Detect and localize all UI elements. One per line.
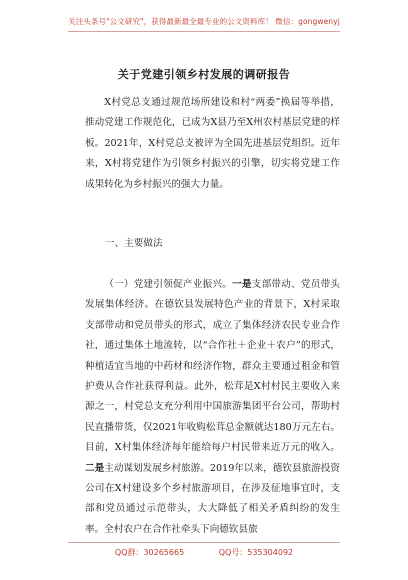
point-marker-1: 一是 [232,279,252,290]
intro-paragraph [85,93,340,195]
point-text-2: 主动谋划发展乡村旅游。2019年以来，德钦县旅游投资公司在X村建设多个乡村旅游项目，在涉及征地事宜时，支部和党员通过示范带头，大大降低了相关矛盾纠纷的发生率。全村农户在合作社牵头下向德钦县旅 [85,462,340,535]
document-title: 关于党建引领乡村发展的调研报告 [117,68,291,81]
section-heading: 一、主要做法 [105,238,163,249]
point-marker-2: 二是 [85,462,105,474]
section-text [85,275,340,540]
footer [0,547,408,558]
section-paragraph [85,275,340,540]
footer-divider [68,542,340,543]
point-text-1: 支部带动、党员带头发展集体经济。在德钦县发展特色产业的背景下，X村采取支部带动和党员带头的形式，成立了集体经济农民专业合作社，通过集体土地流转，以“合作社＋企业＋农户”的形式，种植适宜当地的中药材和经济作物，群众主要通过租金和管护费从合作社获得利益。此外，松茸是X村村民主要收入来源之一，村党总支充分利用中国旅游集团平台公司，帮助村民直播带货，仅2021年收购松茸总金额就达180万元左右。目前，X村集体经济每年能给每户村民带来近万元的收入。 [85,279,341,454]
header-note: 关注头条号"公文研究"，获得最新最全最专业的公文资料库！ 微信：gongwenyj [68,17,340,26]
footer-qq-number: QQ号：535304092 [218,548,294,557]
footer-qq-group: QQ群：30265665 [114,548,185,557]
header-divider [68,31,340,32]
intro-text: X村党总支通过规范场所建设和村“两委”换届等举措，推动党建工作规范化，已成为X县乃至X州农村基层党建的样板。2021年，X村党总支被评为全国先进基层党组织。近年来，X村将党建作为引领乡村振兴的引擎，切实将党建工作成果转化为乡村振兴的强大力量。 [85,97,340,190]
subsection-title: （一）党建引领促产业振兴。 [104,279,233,290]
